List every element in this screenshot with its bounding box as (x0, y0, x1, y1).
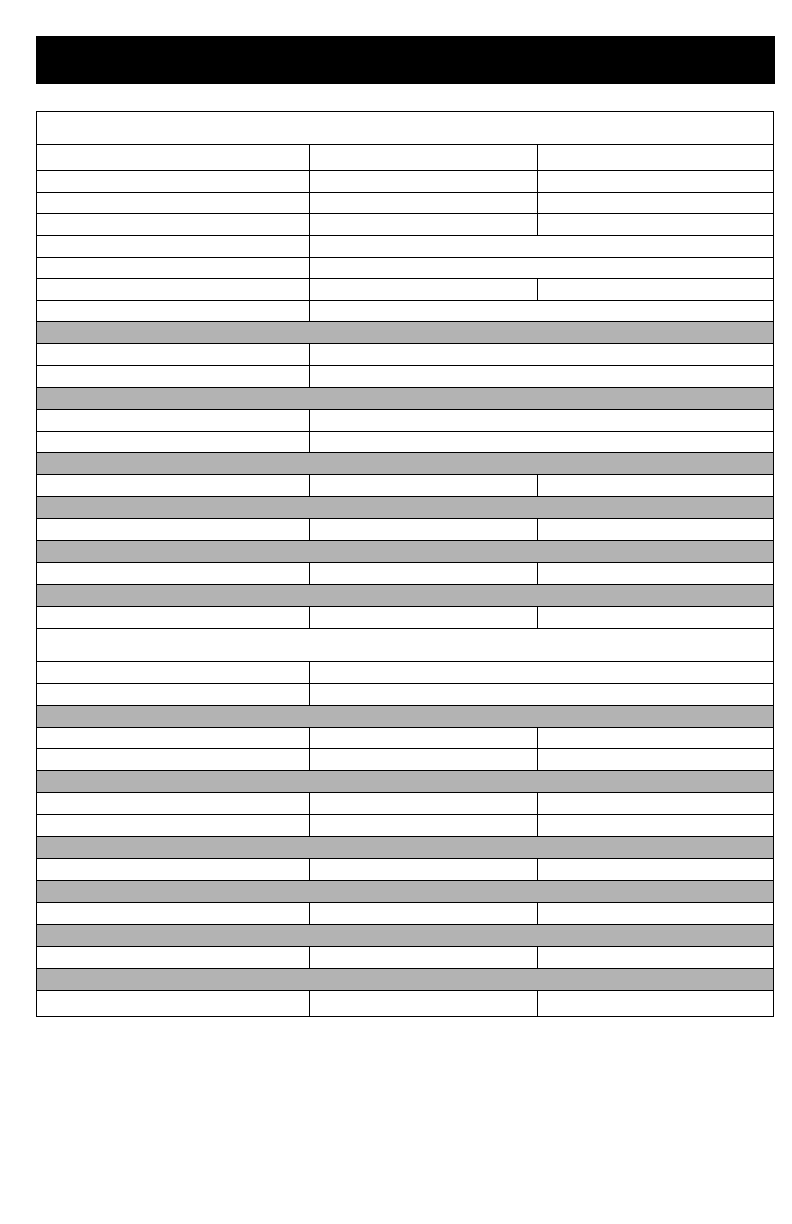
spec-value-cell (538, 279, 774, 301)
spec-label-cell (37, 258, 310, 279)
table-row (37, 366, 774, 388)
table-row (37, 684, 774, 706)
spec-label-cell (37, 991, 310, 1017)
section-header-cell (37, 585, 774, 607)
spec-value-cell (310, 947, 538, 969)
spec-value-cell (310, 749, 538, 771)
section-header-cell (37, 322, 774, 344)
spec-value-cell (538, 193, 774, 214)
spec-value-cell (310, 815, 538, 837)
section-header-row (37, 322, 774, 344)
table-heading-row (37, 112, 774, 145)
spec-value-cell (310, 475, 538, 497)
section-header-row (37, 837, 774, 859)
section-header-row (37, 881, 774, 903)
spec-value-cell (310, 662, 774, 684)
spec-value-cell (310, 432, 774, 453)
spec-value-cell (310, 171, 538, 193)
section-header-cell (37, 925, 774, 947)
section-header-cell (37, 969, 774, 991)
spec-value-cell (538, 815, 774, 837)
spec-value-cell (310, 344, 774, 366)
spec-value-cell (310, 145, 538, 171)
spec-label-cell (37, 236, 310, 258)
table-row (37, 563, 774, 585)
section-header-row (37, 497, 774, 519)
table-row (37, 301, 774, 322)
spec-value-cell (310, 991, 538, 1017)
section-header-cell (37, 706, 774, 728)
spec-value-cell (538, 607, 774, 629)
spec-value-cell (538, 793, 774, 815)
spec-value-cell (310, 563, 538, 585)
section-header-cell (37, 541, 774, 563)
table-row (37, 236, 774, 258)
spec-value-cell (538, 563, 774, 585)
table-row (37, 171, 774, 193)
table-row (37, 859, 774, 881)
section-header-row (37, 969, 774, 991)
spec-label-cell (37, 475, 310, 497)
section-header-row (37, 925, 774, 947)
spec-value-cell (310, 410, 774, 432)
spec-value-cell (310, 607, 538, 629)
table-heading-cell (37, 112, 774, 145)
table-row (37, 145, 774, 171)
spec-label-cell (37, 607, 310, 629)
spec-label-cell (37, 145, 310, 171)
spec-label-cell (37, 519, 310, 541)
spec-value-cell (538, 214, 774, 236)
spec-value-cell (538, 991, 774, 1017)
spec-value-cell (310, 236, 774, 258)
spec-label-cell (37, 903, 310, 925)
table-row (37, 903, 774, 925)
spec-value-cell (538, 171, 774, 193)
table-row (37, 662, 774, 684)
table-row (37, 728, 774, 749)
table-heading-cell (37, 629, 774, 662)
spec-label-cell (37, 947, 310, 969)
section-header-cell (37, 771, 774, 793)
spec-label-cell (37, 366, 310, 388)
spec-label-cell (37, 815, 310, 837)
spec-value-cell (310, 684, 774, 706)
spec-value-cell (310, 859, 538, 881)
section-header-row (37, 541, 774, 563)
section-header-row (37, 453, 774, 475)
table-row (37, 258, 774, 279)
spec-value-cell (538, 947, 774, 969)
spec-value-cell (310, 793, 538, 815)
table-row (37, 193, 774, 214)
table-heading-row (37, 629, 774, 662)
table-row (37, 279, 774, 301)
spec-label-cell (37, 214, 310, 236)
section-header-cell (37, 453, 774, 475)
section-header-cell (37, 837, 774, 859)
table-row (37, 991, 774, 1017)
table-row (37, 749, 774, 771)
section-header-cell (37, 497, 774, 519)
section-header-cell (37, 881, 774, 903)
spec-value-cell (538, 145, 774, 171)
spec-label-cell (37, 344, 310, 366)
table-row (37, 214, 774, 236)
table-row (37, 947, 774, 969)
spec-value-cell (310, 903, 538, 925)
spec-label-cell (37, 793, 310, 815)
spec-label-cell (37, 193, 310, 214)
spec-label-cell (37, 432, 310, 453)
table-row (37, 607, 774, 629)
spec-value-cell (310, 258, 774, 279)
section-header-row (37, 706, 774, 728)
spec-label-cell (37, 859, 310, 881)
spec-value-cell (538, 749, 774, 771)
spec-value-cell (310, 366, 774, 388)
specification-table (36, 111, 774, 1017)
table-row (37, 793, 774, 815)
spec-value-cell (538, 859, 774, 881)
table-row (37, 410, 774, 432)
spec-value-cell (538, 519, 774, 541)
table-row (37, 815, 774, 837)
spec-label-cell (37, 301, 310, 322)
page-title-bar (36, 36, 775, 84)
spec-value-cell (310, 301, 774, 322)
spec-value-cell (310, 193, 538, 214)
section-header-row (37, 771, 774, 793)
spec-value-cell (310, 214, 538, 236)
spec-label-cell (37, 171, 310, 193)
table-row (37, 432, 774, 453)
table-row (37, 519, 774, 541)
spec-value-cell (310, 279, 538, 301)
spec-label-cell (37, 410, 310, 432)
spec-label-cell (37, 279, 310, 301)
spec-label-cell (37, 728, 310, 749)
section-header-row (37, 585, 774, 607)
spec-value-cell (538, 903, 774, 925)
section-header-cell (37, 388, 774, 410)
spec-value-cell (538, 475, 774, 497)
spec-label-cell (37, 563, 310, 585)
spec-value-cell (538, 728, 774, 749)
spec-value-cell (310, 519, 538, 541)
table-row (37, 475, 774, 497)
spec-label-cell (37, 662, 310, 684)
section-header-row (37, 388, 774, 410)
spec-label-cell (37, 749, 310, 771)
spec-label-cell (37, 684, 310, 706)
spec-value-cell (310, 728, 538, 749)
table-row (37, 344, 774, 366)
specification-table-body (37, 112, 774, 1017)
